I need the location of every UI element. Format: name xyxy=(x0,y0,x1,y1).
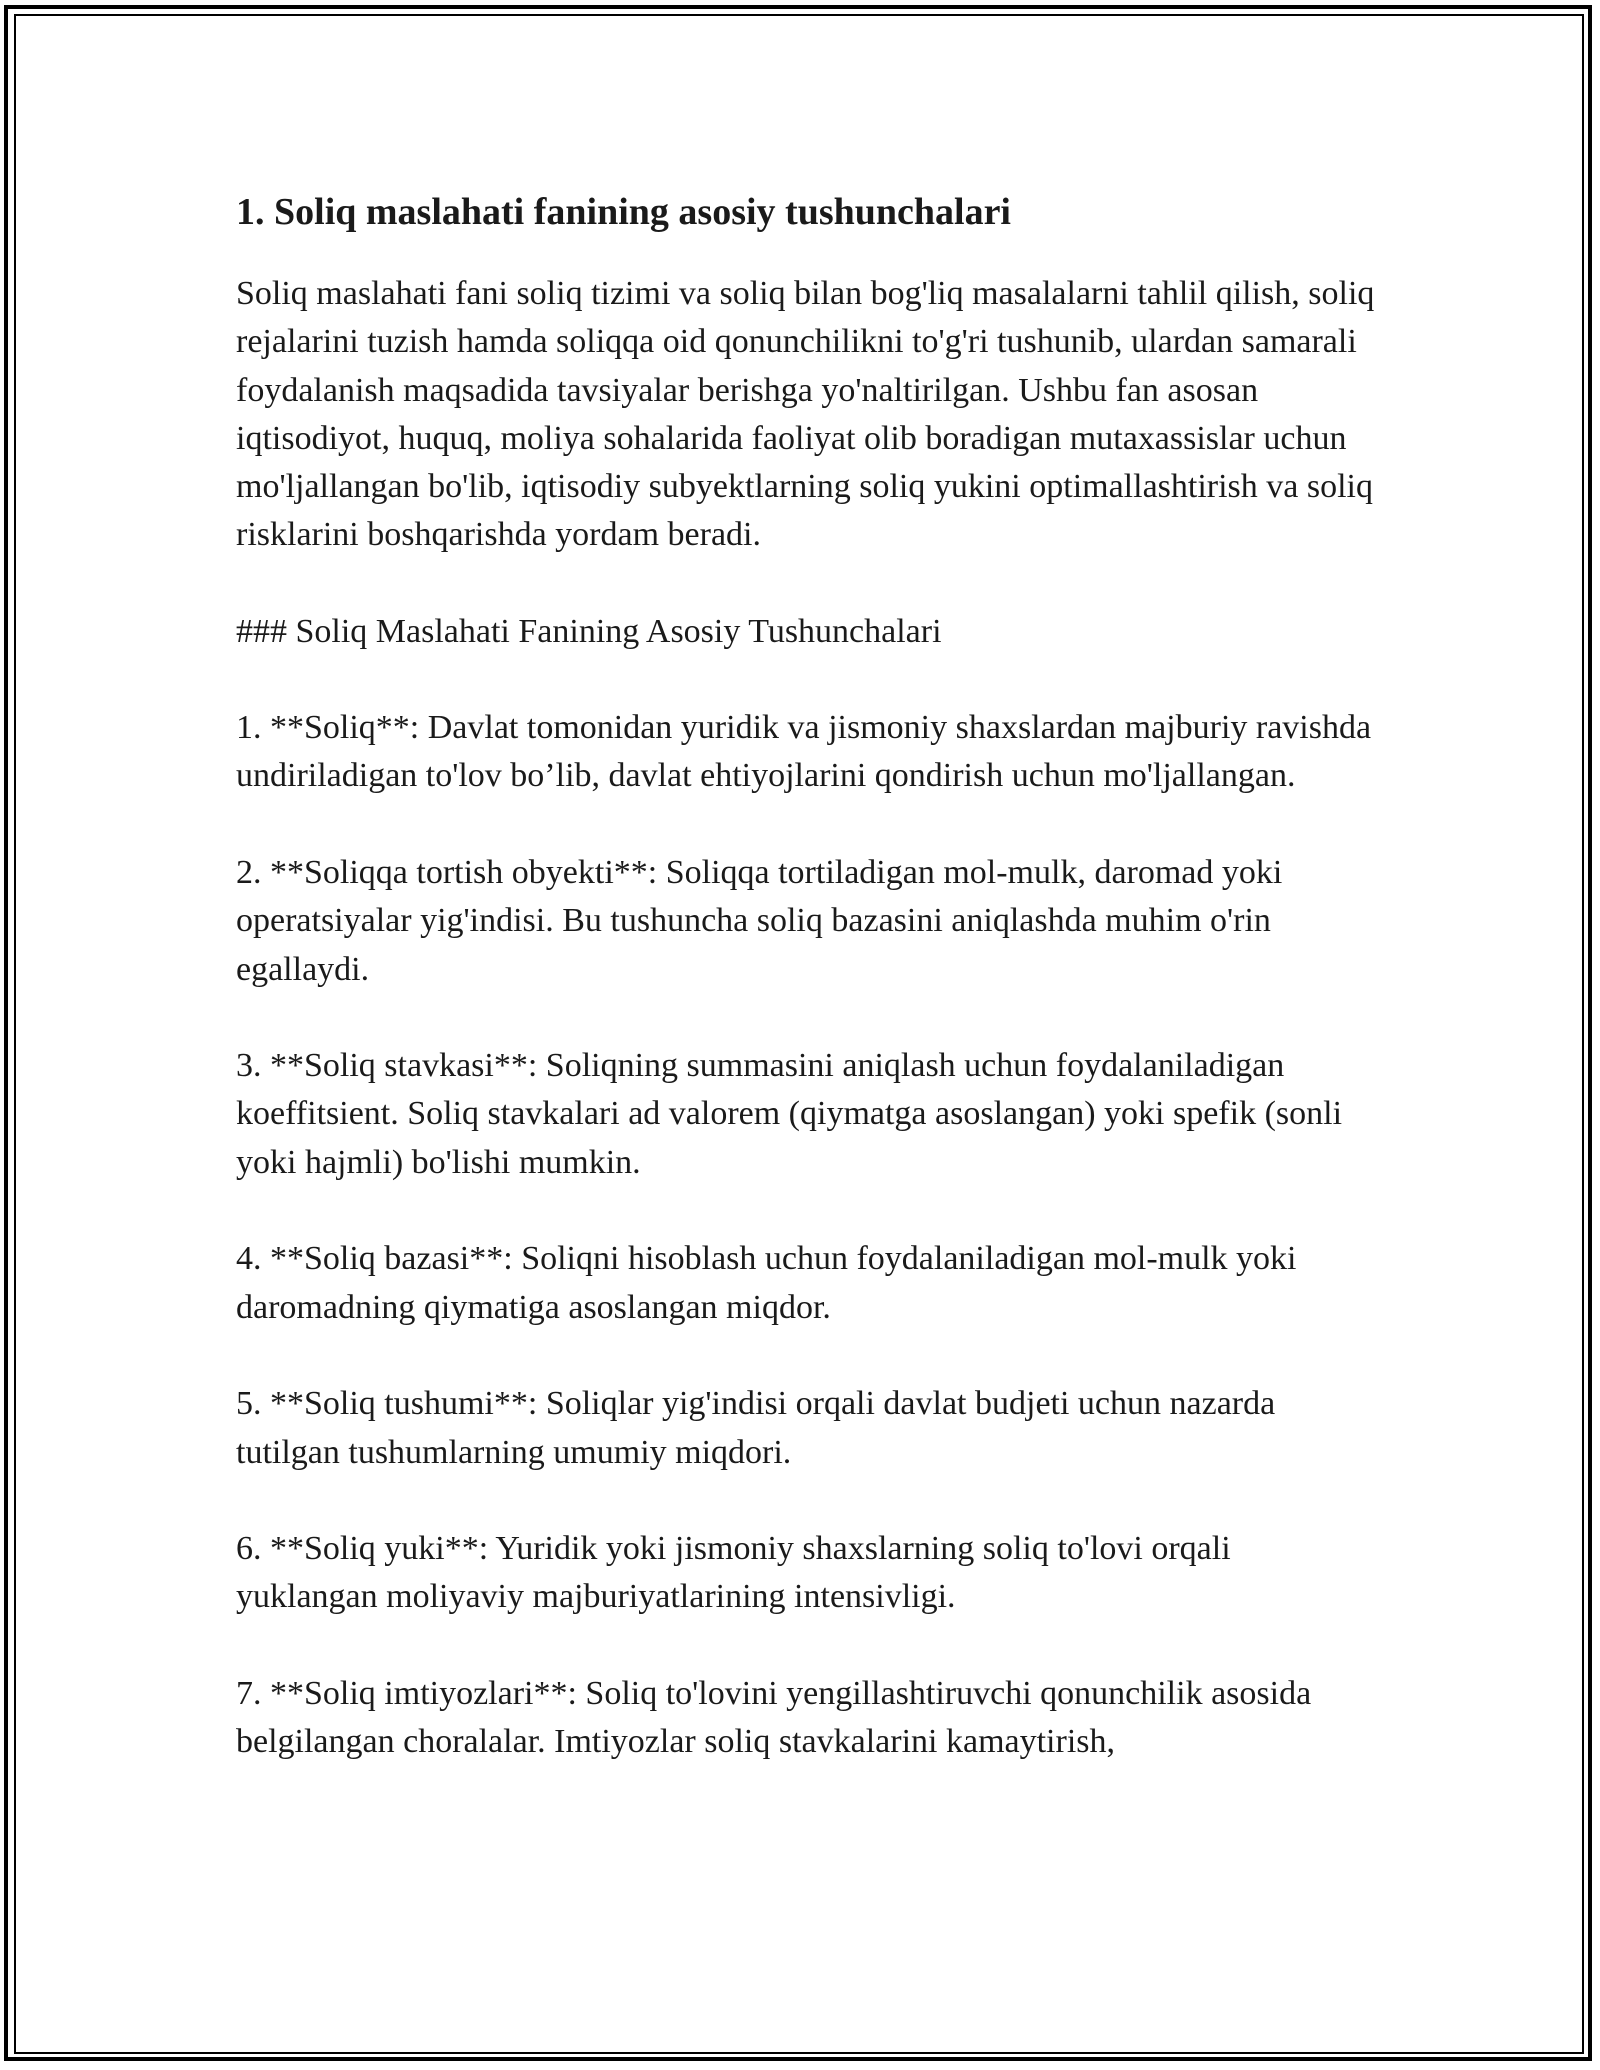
document-title: 1. Soliq maslahati fanining asosiy tushunchalari xyxy=(236,191,1011,233)
list-item-soliq: 1. **Soliq**: Davlat tomonidan yuridik va jismoniy shaxslardan majburiy ravishda undiriladigan to'lov bo’lib, davlat ehtiyojlarini qondirish uchun mo'ljallangan. xyxy=(236,709,1372,795)
list-item-soliq-yuki: 6. **Soliq yuki**: Yuridik yoki jismoniy shaxslarning soliq to'lovi orqali yuklangan moliyaviy majburiyatlarining intensivligi. xyxy=(236,1530,1231,1616)
concept-list xyxy=(236,704,1376,1767)
intro-paragraph: Soliq maslahati fani soliq tizimi va soliq bilan bog'liq masalalarni tahlil qilish, soliq rejalarini tuzish hamda soliqqa oid qonunchilikni to'g'ri tushunib, ulardan samarali foydalanish maqsadida tavsiyalar berishga yo'naltirilgan. Ushbu fan asosan iqtisodiyot, huquq, moliya sohalarida faoliyat olib boradigan mutaxassislar uchun mo'ljallangan bo'lib, iqtisodiy subyektlarning soliq yukini optimallashtirish va soliq risklarini boshqarishda yordam beradi. xyxy=(236,275,1375,554)
list-item-soliq-stavkasi: 3. **Soliq stavkasi**: Soliqning summasini aniqlash uchun foydalaniladigan koeffitsient. Soliq stavkalari ad valorem (qiymatga asoslangan) yoki spefik (sonli yoki hajmli) bo'lishi mumkin. xyxy=(236,1047,1343,1181)
section-subheading: ### Soliq Maslahati Fanining Asosiy Tushunchalari xyxy=(236,612,942,650)
list-item-soliqqa-tortish-obyekti: 2. **Soliqqa tortish obyekti**: Soliqqa tortiladigan mol-mulk, daromad yoki operatsiyalar yig'indisi. Bu tushuncha soliq bazasini aniqlashda muhim o'rin egallaydi. xyxy=(236,853,1283,988)
document-body xyxy=(236,184,1376,1815)
list-item-soliq-imtiyozlari: 7. **Soliq imtiyozlari**: Soliq to'lovini yengillashtiruvchi qonunchilik asosida belgilangan choralalar. Imtiyozlar soliq stavkalarini kamaytirish, xyxy=(236,1675,1312,1761)
list-item-soliq-bazasi: 4. **Soliq bazasi**: Soliqni hisoblash uchun foydalaniladigan mol-mulk yoki daromadning qiymatiga asoslangan miqdor. xyxy=(236,1240,1297,1326)
list-item-soliq-tushumi: 5. **Soliq tushumi**: Soliqlar yig'indisi orqali davlat budjeti uchun nazarda tutilgan tushumlarning umumiy miqdori. xyxy=(236,1385,1276,1471)
